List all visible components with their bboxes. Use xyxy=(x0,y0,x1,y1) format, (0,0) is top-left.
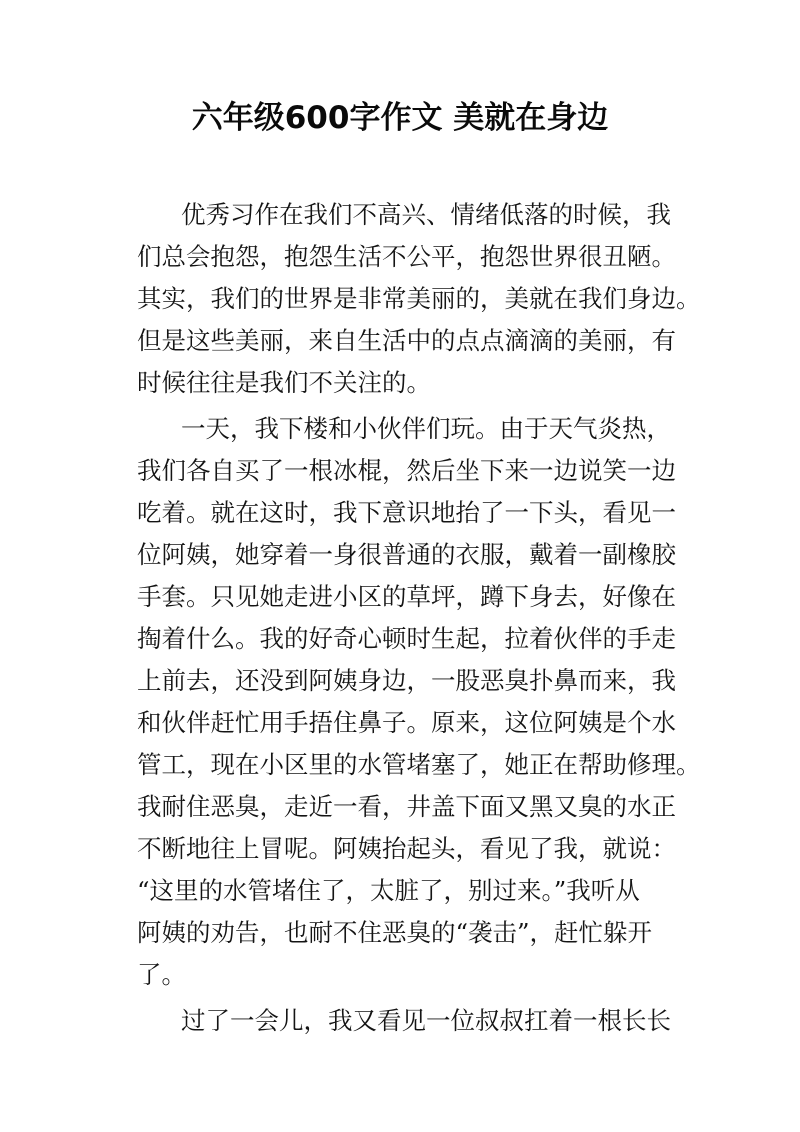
text-line: 其实，我们的世界是非常美丽的，美就在我们身边。 xyxy=(137,284,701,313)
text-line: 我耐住恶臭，走近一看，井盖下面又黑又臭的水正 xyxy=(137,792,676,821)
text-line: 一天，我下楼和小伙伴们玩。由于天气炎热， xyxy=(181,414,671,443)
paragraph-2 xyxy=(137,408,701,996)
text-line: 时候往往是我们不关注的。 xyxy=(137,368,431,397)
document-body xyxy=(137,194,701,1046)
text-line: 优秀习作在我们不高兴、情绪低落的时候，我 xyxy=(181,200,671,229)
document-title: 六年级600字作文 美就在身边 xyxy=(191,100,609,136)
text-line: “这里的水管堵住了，太脏了，别过来。”我听从 xyxy=(137,876,640,905)
text-line: 们总会抱怨，抱怨生活不公平，抱怨世界很丑陋。 xyxy=(137,242,676,271)
text-line: 过了一会儿，我又看见一位叔叔扛着一根长长 xyxy=(181,1006,671,1035)
text-line: 但是这些美丽，来自生活中的点点滴滴的美丽，有 xyxy=(137,326,676,355)
text-line: 管工，现在小区里的水管堵塞了，她正在帮助修理。 xyxy=(137,750,701,779)
text-line: 不断地往上冒呢。阿姨抬起头，看见了我，就说： xyxy=(137,834,676,863)
text-line: 位阿姨，她穿着一身很普通的衣服，戴着一副橡胶 xyxy=(137,540,676,569)
text-line: 阿姨的劝告，也耐不住恶臭的“袭击”，赶忙躲开 xyxy=(137,918,653,947)
paragraph-3 xyxy=(137,1000,671,1042)
text-line: 和伙伴赶忙用手捂住鼻子。原来，这位阿姨是个水 xyxy=(137,708,676,737)
text-line: 掏着什么。我的好奇心顿时生起，拉着伙伴的手走 xyxy=(137,624,676,653)
text-line: 了。 xyxy=(137,960,186,989)
text-line: 吃着。就在这时，我下意识地抬了一下头，看见一 xyxy=(137,498,676,527)
paragraph-1 xyxy=(137,194,701,404)
text-line: 手套。只见她走进小区的草坪，蹲下身去，好像在 xyxy=(137,582,676,611)
text-line: 上前去，还没到阿姨身边，一股恶臭扑鼻而来，我 xyxy=(137,666,676,695)
text-line: 我们各自买了一根冰棍，然后坐下来一边说笑一边 xyxy=(137,456,676,485)
